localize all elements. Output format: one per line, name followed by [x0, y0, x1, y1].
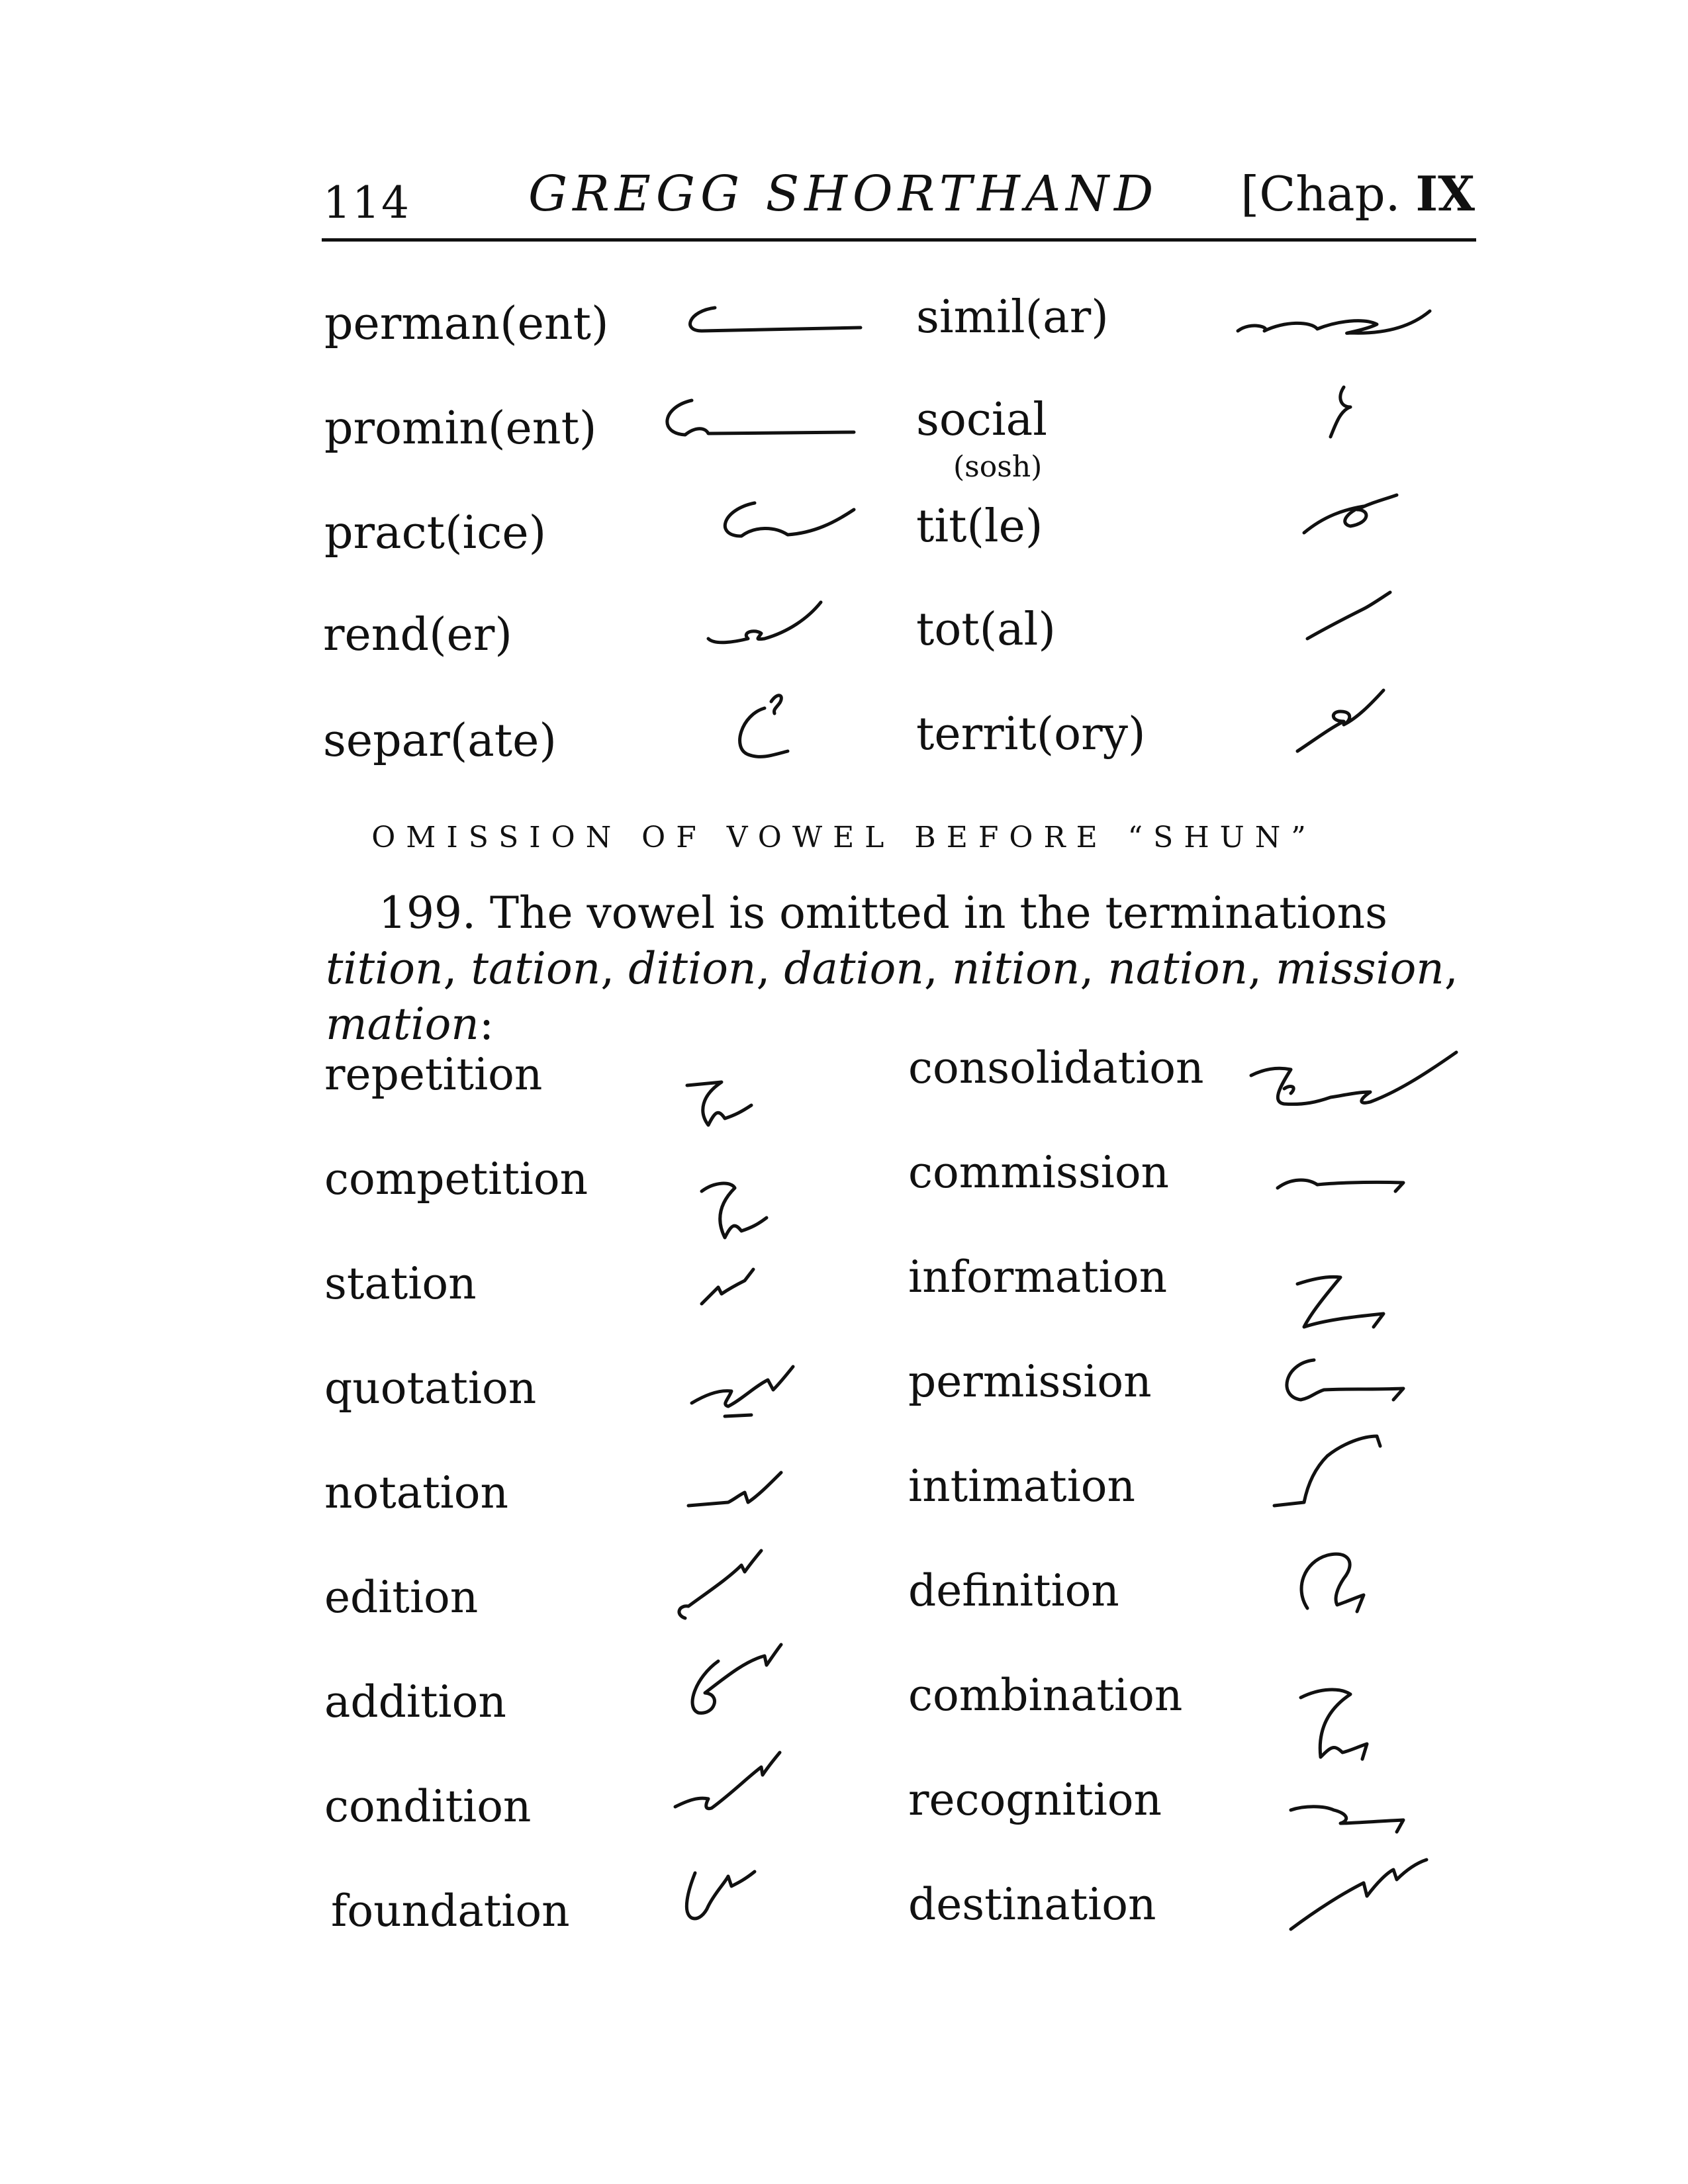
shorthand-outline-permanent: [675, 301, 874, 341]
shorthand-outline-condition: [669, 1747, 788, 1820]
note-sosh: (sosh): [953, 450, 1043, 484]
word-permanent: perman(ent): [324, 298, 609, 350]
term-mation: mation: [326, 999, 479, 1050]
shorthand-outline-edition: [669, 1545, 768, 1631]
word-render: rend(er): [323, 609, 512, 661]
shorthand-outline-foundation: [675, 1866, 774, 1926]
word-title: tit(le): [916, 500, 1043, 553]
shorthand-outline-notation: [682, 1466, 788, 1519]
chapter-prefix: [Chap.: [1241, 166, 1401, 222]
word-prominent: promin(ent): [324, 402, 597, 455]
shorthand-outline-render: [702, 592, 834, 652]
paragraph-199: 199. The vowel is omitted in the terminations tition, tation, dition, dation, nition, nation, mission, mation:: [326, 887, 1458, 1050]
shorthand-outline-permission: [1271, 1350, 1423, 1416]
chapter-number: IX: [1415, 165, 1475, 222]
word-condition: condition: [324, 1781, 532, 1832]
word-permission: permission: [908, 1356, 1152, 1407]
shorthand-outline-territory: [1291, 685, 1390, 758]
word-similar: simil(ar): [916, 291, 1109, 343]
word-territory: territ(ory): [916, 708, 1146, 760]
word-commission: commission: [908, 1147, 1170, 1198]
word-information: information: [908, 1251, 1168, 1302]
shorthand-outline-information: [1284, 1264, 1403, 1343]
word-quotation: quotation: [324, 1363, 537, 1414]
word-practice: pract(ice): [324, 507, 547, 559]
running-title: GREGG SHORTHAND: [528, 165, 1159, 222]
shorthand-outline-social: [1324, 384, 1364, 443]
shorthand-outline-repetition: [682, 1072, 761, 1132]
shorthand-outline-separate: [728, 688, 808, 768]
word-foundation: foundation: [331, 1886, 570, 1936]
word-total: tot(al): [916, 604, 1056, 656]
shorthand-outline-addition: [679, 1641, 784, 1734]
term-tition: tition: [326, 943, 444, 994]
word-competition: competition: [324, 1154, 588, 1205]
section-heading: OMISSION OF VOWEL BEFORE “SHUN”: [371, 821, 1317, 854]
shorthand-outline-destination: [1284, 1846, 1436, 1939]
word-station: station: [324, 1258, 477, 1309]
page-number: 114: [323, 177, 410, 228]
word-consolidation: consolidation: [908, 1042, 1204, 1093]
term-tation: tation: [471, 943, 601, 994]
word-repetition: repetition: [324, 1049, 543, 1100]
term-dition: dition: [628, 943, 757, 994]
shorthand-outline-station: [695, 1264, 761, 1310]
shorthand-outline-commission: [1271, 1165, 1430, 1205]
shorthand-outline-competition: [695, 1175, 774, 1248]
shorthand-outline-similar: [1231, 301, 1443, 341]
header-rule: [322, 238, 1476, 242]
word-addition: addition: [324, 1676, 506, 1727]
paragraph-number: 199.: [379, 887, 476, 938]
paragraph-text: The vowel is omitted in the terminations: [489, 887, 1387, 938]
term-dation: dation: [784, 943, 924, 994]
term-nation: nation: [1107, 943, 1248, 994]
word-separate: separ(ate): [323, 715, 557, 767]
shorthand-outline-title: [1297, 490, 1403, 543]
term-mission: mission: [1276, 943, 1444, 994]
chapter-label: [1241, 165, 1475, 222]
running-header: [323, 165, 1475, 238]
shorthand-outline-consolidation: [1244, 1046, 1470, 1118]
shorthand-outline-prominent: [655, 394, 867, 447]
word-social: social: [916, 394, 1047, 446]
term-nition: nition: [951, 943, 1080, 994]
word-combination: combination: [908, 1670, 1183, 1721]
word-intimation: intimation: [908, 1461, 1136, 1512]
shorthand-outline-intimation: [1264, 1430, 1397, 1522]
shorthand-outline-combination: [1291, 1681, 1390, 1780]
word-destination: destination: [908, 1879, 1156, 1930]
shorthand-outline-practice: [715, 496, 874, 549]
word-notation: notation: [324, 1467, 508, 1518]
shorthand-outline-recognition: [1284, 1794, 1417, 1853]
shorthand-outline-quotation: [682, 1363, 801, 1423]
shorthand-outline-total: [1297, 589, 1397, 649]
shorthand-outline-definition: [1291, 1535, 1383, 1628]
word-edition: edition: [324, 1572, 479, 1623]
word-recognition: recognition: [908, 1774, 1162, 1825]
word-definition: definition: [908, 1565, 1119, 1616]
